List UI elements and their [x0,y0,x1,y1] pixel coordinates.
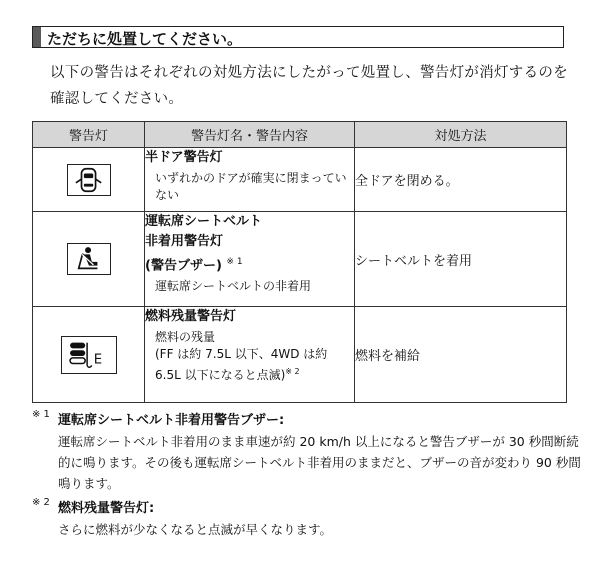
header-lamp: 警告灯 [33,122,145,148]
action-text: 全ドアを閉める。 [355,148,567,212]
note-reference-1: ※ 1 [226,257,243,267]
footnote-title: 燃料残量警告灯: [58,501,155,516]
low-fuel-warning-icon [61,336,117,374]
table-row [33,307,567,403]
name-cell [145,307,355,403]
section-header-bar [33,27,41,47]
warning-content: 運転席シートベルトの非着用 [155,279,312,294]
footnote-body: さらに燃料が少なくなると点滅が早くなります。 [58,522,333,537]
section-header [32,26,564,48]
table-header-row [33,122,567,148]
warning-name-line-1: 運転席シートベルト [145,214,263,229]
footnote-body: 運転席シートベルト非着用のまま車速が約 20 km/h 以上になると警告ブザーが 30 秒間断続的に鳴ります。その後も運転席シートベルト非着用のままだと、ブザーの音が変わり 90 秒間鳴ります。 [58,434,581,491]
table-row [33,212,567,307]
note-reference-2: ※ 2 [285,367,300,376]
name-cell [145,212,355,307]
warning-name-line-3: (警告ブザー) $^{※ 1}$ [145,257,243,274]
header-name: 警告灯名・警告内容 [145,122,355,148]
section-title: ただちに処置してください。 [47,30,243,48]
action-text: 燃料を補給 [355,307,567,403]
lamp-cell [33,212,145,307]
footnote-title: 運転席シートベルト非着用警告ブザー: [58,413,285,428]
warning-name-line-2: 非着用警告灯 [145,234,224,249]
door-ajar-warning-icon [67,164,111,196]
warning-name: 半ドア警告灯 [145,150,223,165]
lamp-cell [33,307,145,403]
header-action: 対処方法 [355,122,567,148]
seatbelt-warning-icon [67,243,111,275]
action-text: シートベルトを着用 [355,212,567,307]
lamp-cell [33,148,145,212]
warning-table [32,121,567,403]
intro-text: 以下の警告はそれぞれの対処方法にしたがって処置し、警告灯が消灯するのを確認してください。 [50,65,568,107]
name-cell [145,148,355,212]
warning-content: いずれかのドアが確実に閉まっていない [155,171,347,202]
footnote-mark: ※ 2 [32,497,50,508]
warning-name: 燃料残量警告灯 [145,309,237,324]
footnote-mark: ※ 1 [32,409,50,420]
table-row [33,148,567,212]
svg-text:E: E [93,352,102,368]
warning-content: 燃料の残量 (FF は約 7.5L 以下、4WD は約 6.5L 以下になると点滅)$^{※ 2}$ [155,330,328,382]
